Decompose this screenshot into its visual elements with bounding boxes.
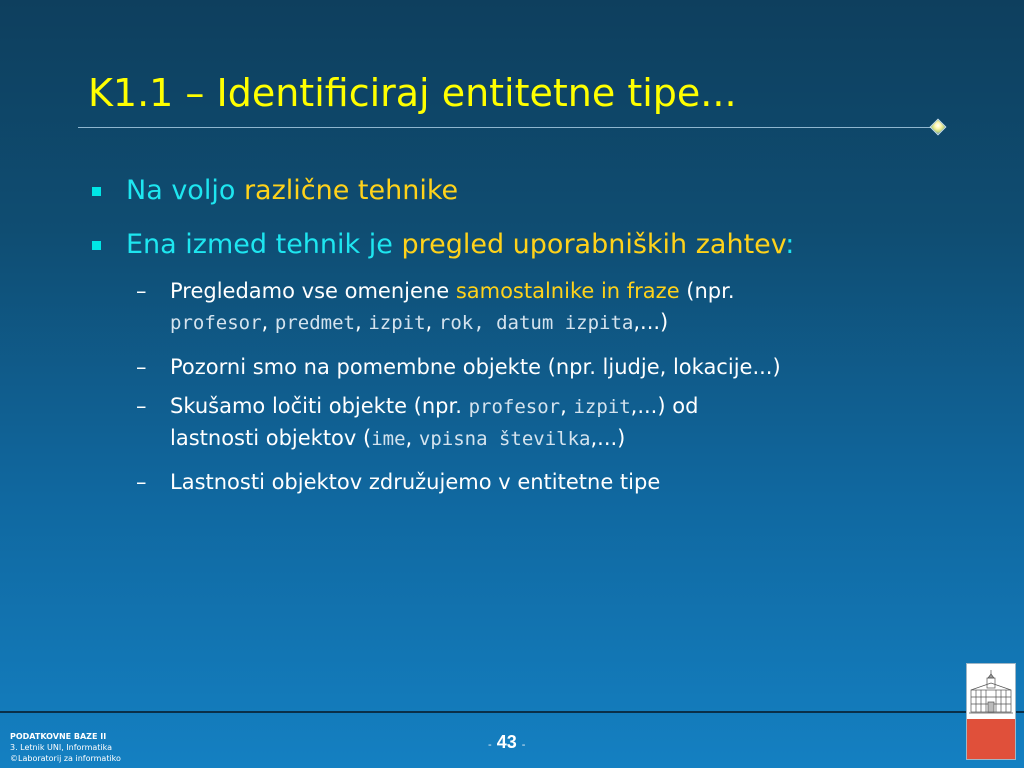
dash-marker: – bbox=[136, 470, 147, 494]
sub-item-line bbox=[170, 307, 735, 339]
code-term: predmet bbox=[274, 312, 355, 334]
sub-item-text bbox=[170, 276, 735, 339]
code-term: profesor bbox=[170, 312, 262, 334]
square-bullet-icon bbox=[92, 241, 101, 250]
code-term: vpisna številka bbox=[418, 428, 591, 450]
footer-course: PODATKOVNE BAZE II bbox=[10, 732, 107, 741]
bullet-text bbox=[126, 177, 458, 204]
university-building-logo bbox=[966, 663, 1016, 760]
sub-item-text bbox=[170, 391, 698, 455]
bullet-text-part: : bbox=[785, 229, 795, 260]
sub-item-line bbox=[170, 391, 698, 423]
sub-text: , bbox=[354, 310, 369, 334]
footer-copyright: ©Laboratorij za informatiko bbox=[10, 754, 121, 763]
footer-program: 3. Letnik UNI, Informatika bbox=[10, 743, 113, 752]
code-term: ime bbox=[371, 428, 406, 450]
title-divider bbox=[78, 127, 938, 128]
slide-title: K1.1 – Identificiraj entitetne tipe... bbox=[88, 71, 737, 115]
page-number bbox=[488, 732, 525, 753]
dash-marker: – bbox=[136, 355, 147, 379]
sub-item-line bbox=[170, 423, 698, 455]
sub-text: , bbox=[261, 310, 275, 334]
bullet-text-part: Na voljo bbox=[126, 175, 244, 206]
sub-text: (npr. bbox=[679, 279, 735, 303]
sub-text: , bbox=[425, 310, 439, 334]
logo-red-block bbox=[967, 719, 1015, 759]
sub-item-line: Lastnosti objektov združujemo v entitetne tipe bbox=[170, 470, 661, 494]
sub-item-line: Pozorni smo na pomembne objekte (npr. ljudje, lokacije...) bbox=[170, 355, 781, 379]
bullet-text bbox=[126, 231, 794, 258]
sub-item-text bbox=[170, 352, 781, 383]
sub-text: Pregledamo vse omenjene bbox=[170, 279, 456, 303]
sub-text: , bbox=[405, 426, 419, 450]
dash-marker: – bbox=[136, 279, 147, 303]
footer-divider bbox=[0, 711, 1024, 713]
diamond-icon bbox=[930, 119, 947, 136]
sub-text: ,...) bbox=[590, 426, 626, 450]
bullet-text-highlight: pregled uporabniških zahtev bbox=[401, 229, 786, 260]
square-bullet-icon bbox=[92, 187, 101, 196]
footer-course-info bbox=[10, 731, 121, 764]
sub-text: lastnosti objektov ( bbox=[170, 426, 372, 450]
sub-item-line bbox=[170, 276, 735, 307]
page-number-prefix: - bbox=[488, 739, 492, 751]
sub-text: ,...) bbox=[633, 310, 669, 334]
page-number-suffix: - bbox=[521, 739, 526, 751]
sub-text: , bbox=[560, 394, 574, 418]
code-term: izpit bbox=[573, 396, 631, 418]
code-term: rok, datum izpita bbox=[438, 312, 634, 334]
code-term: profesor bbox=[468, 396, 561, 418]
sub-item-text bbox=[170, 467, 660, 498]
dash-marker: – bbox=[136, 394, 147, 418]
sub-text: Skušamo ločiti objekte (npr. bbox=[170, 394, 469, 418]
bullet-text-highlight: različne tehnike bbox=[243, 175, 459, 206]
page-number-value: 43 bbox=[496, 732, 517, 752]
bullet-text-part: Ena izmed tehnik je bbox=[126, 229, 402, 260]
sub-text: ,...) od bbox=[630, 394, 699, 418]
code-term: izpit bbox=[368, 312, 426, 334]
sub-text-highlight: samostalnike in fraze bbox=[455, 279, 680, 303]
